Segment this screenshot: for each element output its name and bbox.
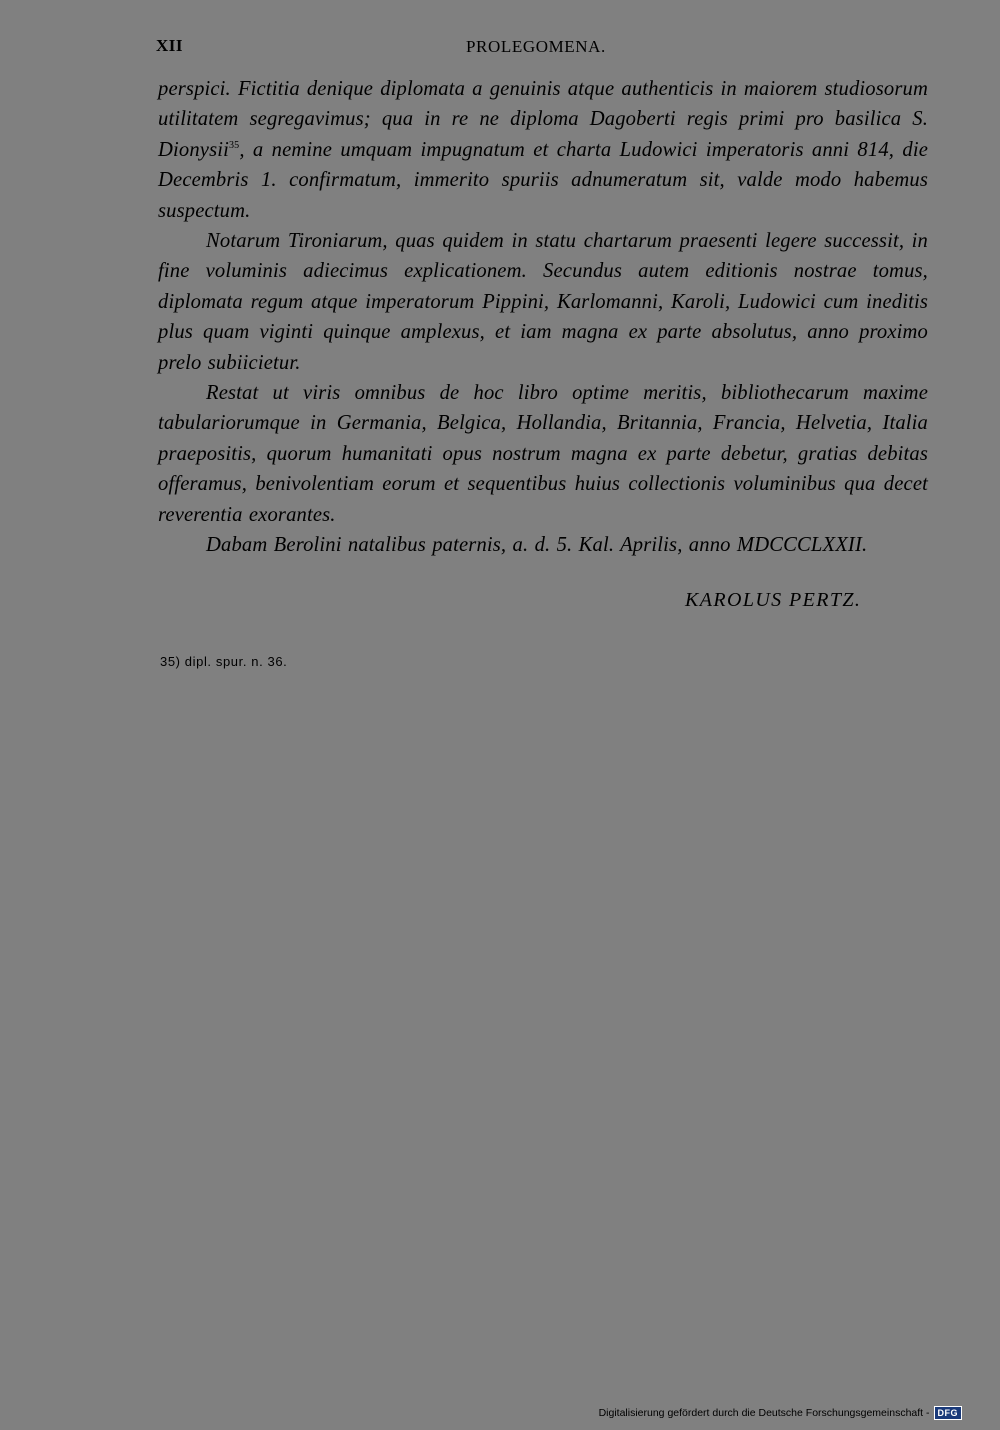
main-text [158, 74, 928, 561]
footnote: 35) dipl. spur. n. 36. [160, 654, 288, 669]
dfg-logo[interactable]: DFG [934, 1406, 963, 1420]
footnote-reference[interactable]: 35 [229, 139, 240, 151]
paragraph-3: Restat ut viris omnibus de hoc libro optime meritis, bibliothecarum maxime tabulariorumque in Germania, Belgica, Hollandia, Britannia, Francia, Helvetia, Italia praepositis, quorum humanitati opus nostrum magna ex parte debetur, gratias debitas offeramus, benivolentiam eorum et sequentibus huius collectionis voluminibus qua decet reverentia exorantes. [158, 382, 928, 526]
paragraph-2: Notarum Tironiarum, quas quidem in statu chartarum praesenti legere successit, in fine voluminis adiecimus explicationem. Secundus autem editionis nostrae tomus, diplomata regum atque imperatorum Pippini, Karlomanni, Karoli, Ludowici cum ineditis plus quam viginti quinque amplexus, et iam magna ex parte absolutus, anno proximo prelo subiicietur. [158, 230, 928, 374]
digitization-credit-text: Digitalisierung gefördert durch die Deutsche Forschungsgemeinschaft - [598, 1407, 930, 1419]
page-number: XII [156, 36, 184, 55]
running-header-title: PROLEGOMENA. [466, 37, 606, 56]
digitization-credit [599, 1406, 962, 1420]
paragraph-1-text-a: perspici. Fictitia denique diplomata a genuinis atque authenticis in maiorem studiosorum utilitatem segregavimus; qua in re ne diploma Dagoberti regis primi pro basilica S. Dionysii [158, 78, 928, 161]
paragraph-1-text-b: , a nemine umquam impugnatum et charta Ludowici imperatoris anni 814, die Decembris 1. confirmatum, immerito spuriis adnumeratum sit, valde modo habemus suspectum. [158, 138, 928, 222]
signature: KAROLUS PERTZ. [685, 589, 862, 611]
paragraph-4: Dabam Berolini natalibus paternis, a. d. 5. Kal. Aprilis, anno MDCCCLXXII. [206, 534, 868, 557]
paragraph-1 [158, 74, 928, 226]
